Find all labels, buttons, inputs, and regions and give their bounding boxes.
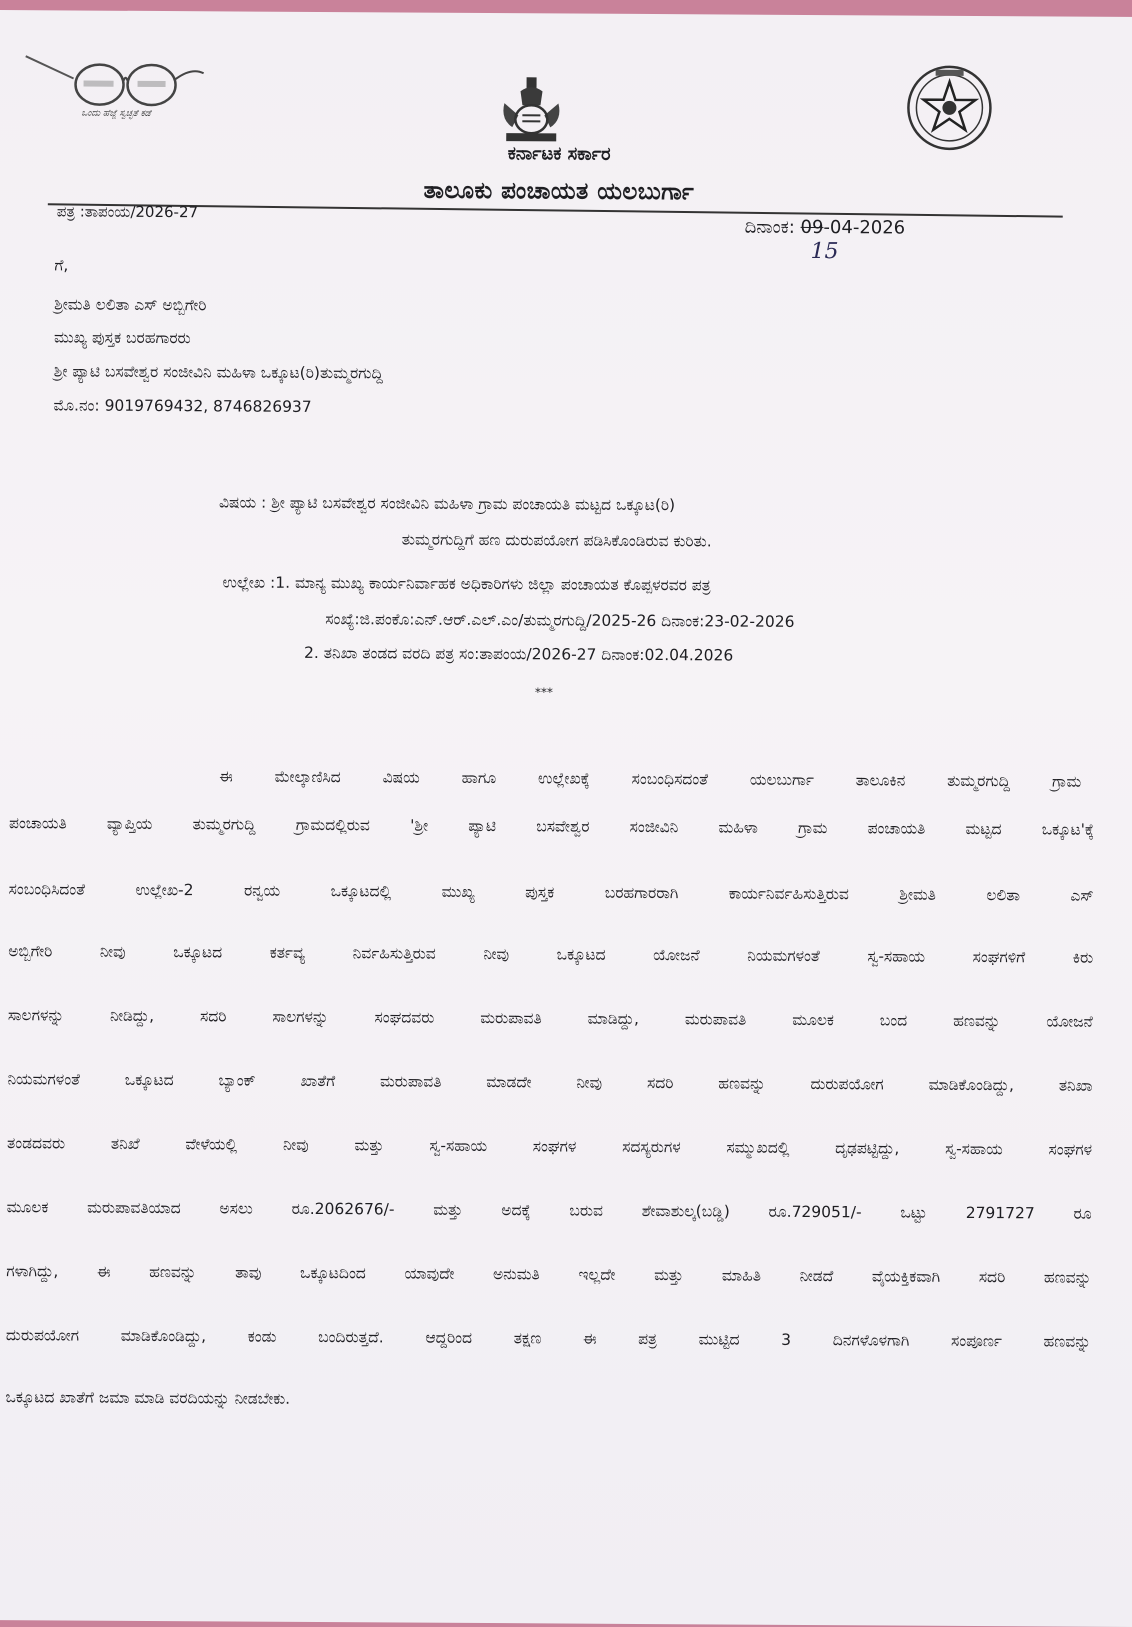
office-heading: ತಾಲೂಕು ಪಂಚಾಯತ ಯಲಬುರ್ಗಾ [423,177,695,206]
reference-2: 2. ತನಿಖಾ ತಂಡದ ವರದಿ ಪತ್ರ ಸಂ:ತಾಪಂಯ/2026-27 ದಿನಾಂಕ:02.04.2026 [304,643,734,665]
date-struck-day: 09 [800,216,824,239]
recipient-name: ಶ್ರೀಮತಿ ಲಲಿತಾ ಎಸ್ ಅಬ್ಬಿಗೇರಿ [54,295,207,315]
karnataka-emblem-icon [498,75,564,147]
separator: *** [534,685,553,700]
date-month-year: -04-2026 [823,217,906,239]
body-line: ತಂಡದವರು ತನಿಖೆ ವೇಳೆಯಲ್ಲಿ ನೀವು ಮತ್ತು ಸ್ವ-ಸಹಾಯ ಸಂಘಗಳ ಸದಸ್ಯರುಗಳ ಸಮ್ಮುಖದಲ್ಲಿ ದೃಢಪಟ್ಟಿದ್ದು, ಸ್ವ-ಸಹಾಯ ಸಂಘಗಳ [7,1134,1093,1159]
body-line: ಅಬ್ಬಿಗೇರಿ ನೀವು ಒಕ್ಕೂಟದ ಕರ್ತವ್ಯ ನಿರ್ವಹಿಸುತ್ತಿರುವ ನೀವು ಒಕ್ಕೂಟದ ಯೋಜನೆ ನಿಯಮಗಳಂತೆ ಸ್ವ-ಸಹಾಯ ಸಂಘಗಳಿಗೆ ಕಿರು [8,942,1094,967]
salutation: ಗೆ, [54,256,69,275]
subject-line-2: ತುಮ್ಮರಗುದ್ದಿಗೆ ಹಣ ದುರುಪಯೋಗ ಪಡಿಸಿಕೊಂಡಿರುವ ಕುರಿತು. [401,530,712,551]
panchayat-seal-icon [905,64,994,153]
date-label: ದಿನಾಂಕ: [744,216,795,238]
reference-1a: ಉಲ್ಲೇಖ :1. ಮಾನ್ಯ ಮುಖ್ಯ ಕಾರ್ಯನಿರ್ವಾಹಕ ಅಧಿಕಾರಿಗಳು ಜಿಲ್ಲಾ ಪಂಚಾಯತ ಕೊಪ್ಪಳರವರ ಪತ್ರ [222,573,711,595]
recipient-organisation: ಶ್ರೀ ಪ್ಯಾಟಿ ಬಸವೇಶ್ವರ ಸಂಜೀವಿನಿ ಮಹಿಳಾ ಒಕ್ಕೂಟ(ರಿ)ತುಮ್ಮರಗುದ್ದಿ [53,362,383,383]
body-line: ಸಂಬಂಧಿಸಿದಂತೆ ಉಲ್ಲೇಖ-2 ರನ್ವಯ ಒಕ್ಕೂಟದಲ್ಲಿ ಮುಖ್ಯ ಪುಸ್ತಕ ಬರಹಗಾರರಾಗಿ ಕಾರ್ಯನಿರ್ವಹಿಸುತ್ತಿರುವ ಶ್ರೀಮತಿ ಲಲಿತಾ ಎಸ್ [8,880,1094,905]
reference-1b: ಸಂಖ್ಯೆ:ಜಿ.ಪಂಕೊ:ಎನ್.ಆರ್.ಎಲ್.ಎಂ/ತುಮ್ಮರಗುದ್ದಿ/2025-26 ದಿನಾಂಕ:23-02-2026 [325,610,795,631]
letter-date [745,217,906,239]
government-heading: ಕರ್ನಾಟಕ ಸರ್ಕಾರ [507,143,611,165]
handwritten-day: 15 [810,238,839,265]
body-line: ನಿಯಮಗಳಂತೆ ಒಕ್ಕೂಟದ ಬ್ಯಾಂಕ್ ಖಾತೆಗೆ ಮರುಪಾವತಿ ಮಾಡದೇ ನೀವು ಸದರಿ ಹಣವನ್ನು ದುರುಪಯೋಗ ಮಾಡಿಕೊಂಡಿದ್ದು, ತನಿಖಾ [7,1070,1093,1095]
recipient-mobile: ಮೊ.ನಂ: 9019769432, 8746826937 [53,396,312,416]
body-line: ಈ ಮೇಲ್ಕಾಣಿಸಿದ ವಿಷಯ ಹಾಗೂ ಉಲ್ಲೇಖಕ್ಕೆ ಸಂಬಂಧಿಸದಂತೆ ಯಲಬುರ್ಗಾ ತಾಲೂಕಿನ ತುಮ್ಮರಗುದ್ದಿ ಗ್ರಾಮ [219,767,1082,791]
body-line: ಗಳಾಗಿದ್ದು, ಈ ಹಣವನ್ನು ತಾವು ಒಕ್ಕೂಟದಿಂದ ಯಾವುದೇ ಅನುಮತಿ ಇಲ್ಲದೇ ಮತ್ತು ಮಾಹಿತಿ ನೀಡದೆ ವೈಯಕ್ತಿಕವಾಗಿ ಸದರಿ ಹಣವನ್ನು [6,1262,1092,1287]
subject-line-1: ವಿಷಯ : ಶ್ರೀ ಪ್ಯಾಟಿ ಬಸವೇಶ್ವರ ಸಂಜೀವಿನಿ ಮಹಿಳಾ ಗ್ರಾಮ ಪಂಚಾಯತಿ ಮಟ್ಟದ ಒಕ್ಕೂಟ(ರಿ) [218,493,676,515]
reference-number: ಪತ್ರ :ತಾಪಂಯ/2026-27 [56,202,199,222]
logo-caption: ಒಂದು ಹೆಜ್ಜೆ ಸ್ವಚ್ಛತೆ ಕಡೆ [81,108,151,119]
body-line: ಒಕ್ಕೂಟದ ಖಾತೆಗೆ ಜಮಾ ಮಾಡಿ ವರದಿಯನ್ನು ನೀಡಬೇಕು. [5,1388,291,1408]
body-line: ಮೂಲಕ ಮರುಪಾವತಿಯಾದ ಅಸಲು ರೂ.2062676/- ಮತ್ತು ಅದಕ್ಕೆ ಬರುವ ಶೇವಾಶುಲ್ಕ(ಬಡ್ಡಿ) ರೂ.729051/- ಒಟ್ಟು 2791727 ರೂ [6,1198,1092,1223]
body-line: ಸಾಲಗಳನ್ನು ನೀಡಿದ್ದು, ಸದರಿ ಸಾಲಗಳನ್ನು ಸಂಘದವರು ಮರುಪಾವತಿ ಮಾಡಿದ್ದು, ಮರುಪಾವತಿ ಮೂಲಕ ಬಂದ ಹಣವನ್ನು ಯೋಜನೆ [7,1006,1093,1031]
body-line: ದುರುಪಯೋಗ ಮಾಡಿಕೊಂಡಿದ್ದು, ಕಂಡು ಬಂದಿರುತ್ತದೆ. ಆದ್ದರಿಂದ ತಕ್ಷಣ ಈ ಪತ್ರ ಮುಟ್ಟಿದ 3 ದಿನಗಳೊಳಗಾಗಿ ಸಂಪೂರ್ಣ ಹಣವನ್ನು [5,1326,1091,1351]
recipient-designation: ಮುಖ್ಯ ಪುಸ್ತಕ ಬರಹಗಾರರು [53,328,191,348]
body-line: ಪಂಚಾಯತಿ ವ್ಯಾಪ್ತಿಯ ತುಮ್ಮರಗುದ್ದಿ ಗ್ರಾಮದಲ್ಲಿರುವ 'ಶ್ರೀ ಪ್ಯಾಟಿ ಬಸವೇಶ್ವರ ಸಂಜೀವಿನಿ ಮಹಿಳಾ ಗ್ರಾಮ ಪಂಚಾಯತಿ ಮಟ್ಟದ ಒಕ್ಕೂಟ'ಕ್ಕೆ [8,814,1095,839]
letter-sheet [0,10,1132,1627]
